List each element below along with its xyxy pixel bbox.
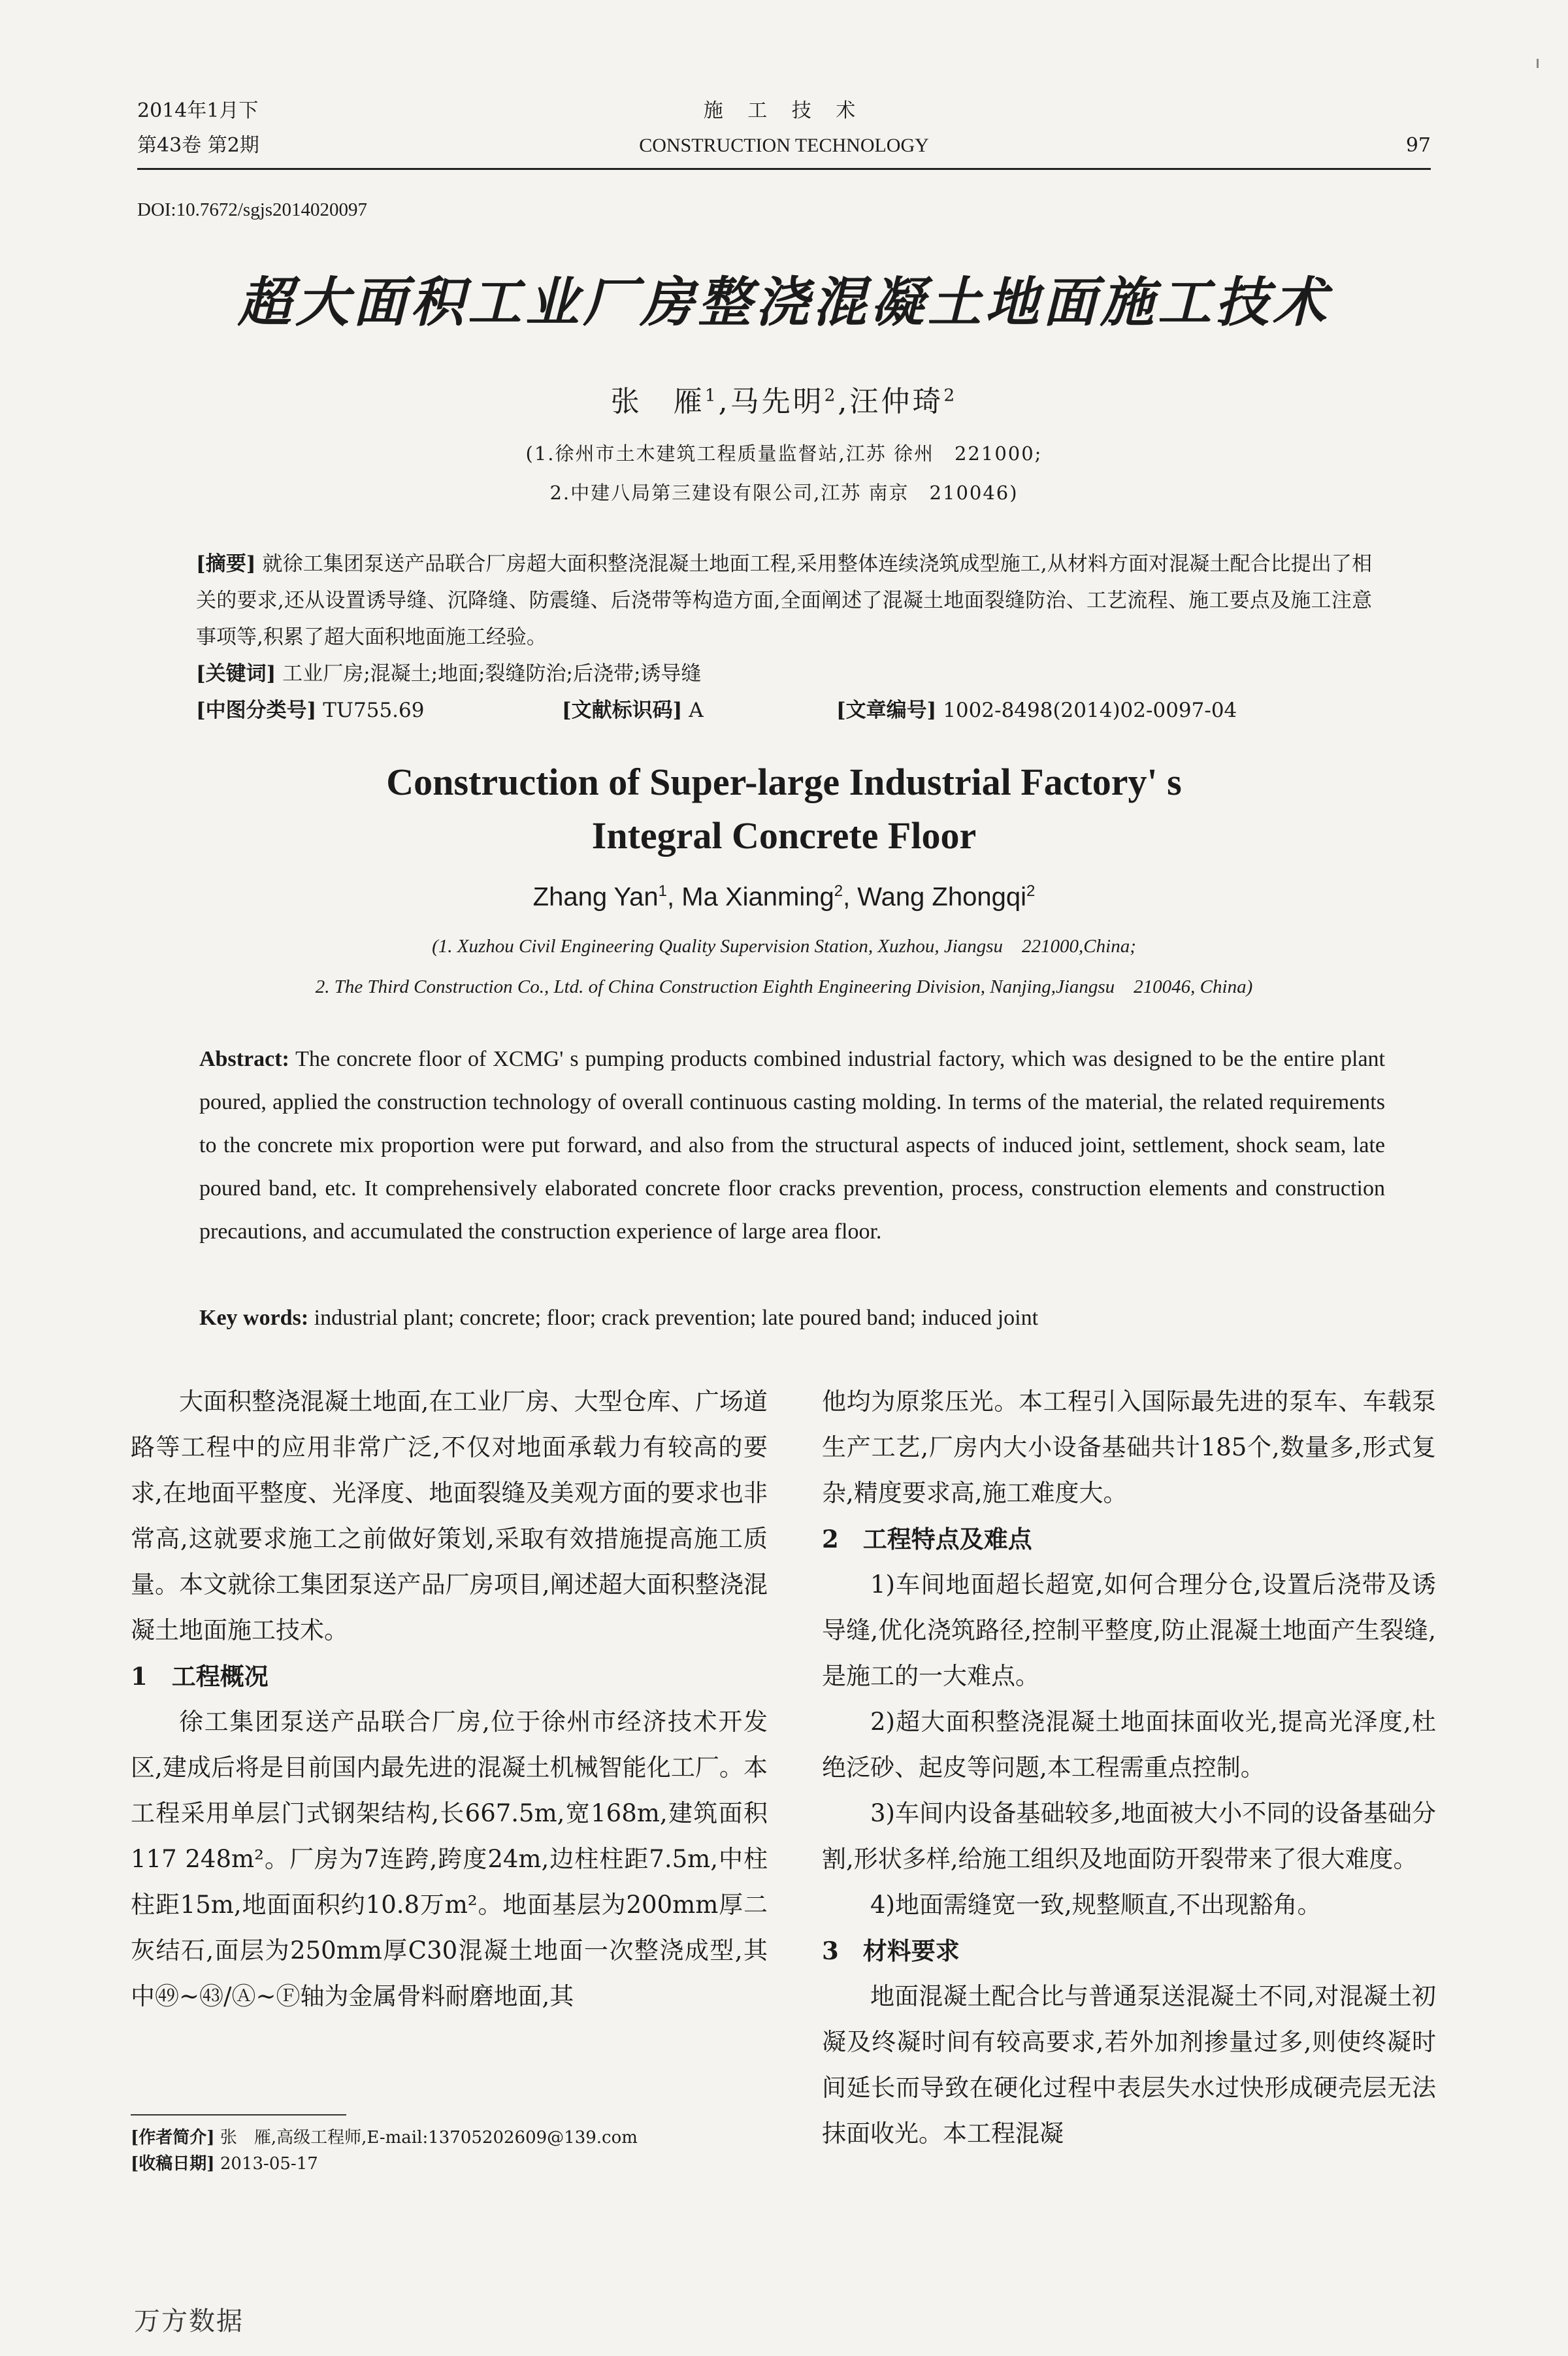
paper-title-cn: 超大面积工业厂房整浇混凝土地面施工技术 [238,271,1330,334]
intro-paragraph: 大面积整浇混凝土地面,在工业厂房、大型仓库、广场道路等工程中的应用非常广泛,不仅对地面承载力有较高的要求,在地面平整度、光泽度、地面裂缝及美观方面的要求也非常高,这就要求施工之前做好策划,采取有效措施提高施工质量。本文就徐工集团泵送产品厂房项目,阐述超大面积整浇混凝土地面施工技术。 [131,1387,768,1644]
abstract-label-cn: [摘要] [196,552,256,576]
author-bio-label: [作者简介] [131,2128,215,2148]
scan-edge-mark [1537,59,1539,68]
author-name-en: Ma Xianming [681,882,834,912]
clc-label: [中图分类号] [196,699,317,722]
section-2-item-4: 4)地面需缝宽一致,规整顺直,不出现豁角。 [870,1891,1322,1919]
keywords-cn [196,655,1372,692]
abstract-cn [196,546,1372,655]
abstract-text-cn: 就徐工集团泵送产品联合厂房超大面积整浇混凝土地面工程,采用整体连续浇筑成型施工,从材料方面对混凝土配合比提出了相关的要求,还从设置诱导缝、沉降缝、防震缝、后浇带等构造方面,全面阐述了混凝土地面裂缝防治、工艺流程、施工要点及施工注意事项等,积累了超大面积地面施工经验。 [196,552,1372,649]
section-2-item-2: 2)超大面积整浇混凝土地面抹面收光,提高光泽度,杜绝泛砂、起皮等问题,本工程需重点控制。 [822,1708,1436,1782]
page-number: 97 [1405,134,1431,157]
section-2-item-1: 1)车间地面超长超宽,如何合理分仓,设置后浇带及诱导缝,优化浇筑路径,控制平整度,防止混凝土地面产生裂缝,是施工的一大难点。 [822,1570,1436,1690]
journal-name-en: CONSTRUCTION TECHNOLOGY [639,135,929,156]
article-number-label: [文章编号] [836,699,937,722]
author-name-en: Wang Zhongqi [857,882,1026,912]
affiliation-cn-1: (1.徐州市土木建筑工程质量监督站,江苏 徐州 221000; [525,442,1043,465]
volume-issue: 第43卷 第2期 [137,134,259,157]
section-3-heading: 3 材料要求 [822,1936,960,1965]
affiliation-mark: 2 [834,882,843,900]
doc-code-value: A [689,699,704,722]
keywords-label-cn: [关键词] [196,662,276,686]
abstract-label-en: Abstract: [199,1047,289,1071]
author-name: 张 雁 [610,385,705,418]
article-number [836,692,1237,729]
keywords-text-en: industrial plant; concrete; floor; crack prevention; late poured band; induced joint [314,1306,1039,1330]
affiliation-mark: 2 [943,385,958,406]
paper-title-en-line2: Integral Concrete Floor [591,814,977,857]
journal-name-cn: 施 工 技 术 [703,99,865,122]
author-name: 马先明 [730,385,825,418]
paper-title-en-line1: Construction of Super-large Industrial Factory' s [386,761,1182,803]
author-bio [131,2125,638,2150]
keywords-text-cn: 工业厂房;混凝土;地面;裂缝防治;后浇带;诱导缝 [282,662,702,686]
abstract-en [199,1038,1385,1253]
section-2-item-3: 3)车间内设备基础较多,地面被大小不同的设备基础分割,形状多样,给施工组织及地面防开裂带来了很大难度。 [822,1799,1436,1873]
body-left-column [131,1379,768,2019]
affiliation-en-1: (1. Xuzhou Civil Engineering Quality Supervision Station, Xuzhou, Jiangsu 221000,China; [432,936,1136,957]
keywords-label-en: Key words: [199,1306,309,1330]
continued-paragraph: 他均为原浆压光。本工程引入国际最先进的泵车、车载泵生产工艺,厂房内大小设备基础共计185个,数量多,形式复杂,精度要求高,施工难度大。 [822,1387,1436,1507]
affiliation-cn-2: 2.中建八局第三建设有限公司,江苏 南京 210046) [549,482,1019,504]
affiliation-mark: 2 [824,385,838,406]
section-1-heading: 1 工程概况 [131,1662,269,1691]
section-2-heading: 2 工程特点及难点 [822,1525,1032,1553]
author-bio-text: 张 雁,高级工程师,E-mail:13705202609@139.com [220,2128,638,2148]
wanfang-watermark: 万方数据 [134,2306,244,2336]
author-name-en: Zhang Yan [532,882,659,912]
issue-date: 2014年1月下 [137,99,259,122]
affiliation-mark: 1 [704,385,719,406]
keywords-en [199,1297,1385,1340]
affiliation-en-2: 2. The Third Construction Co., Ltd. of China Construction Eighth Engineering Division, Nanjing,Jiangsu 210046, China) [315,976,1253,997]
affiliation-mark: 2 [1026,882,1036,900]
received-date [131,2151,318,2176]
author-name: 汪仲琦 [849,385,944,418]
authors-cn: 张 雁$^1$,马先明$^2$,汪仲琦$^2$ [610,385,958,418]
abstract-text-en: The concrete floor of XCMG' s pumping products combined industrial factory, which was designed to be the entire plant poured, applied the construction technology of overall continuous casting molding. In terms of the material, the related requirements to the concrete mix proportion were put forward, and also from the structural aspects of induced joint, settlement, shock seam, late poured band, etc. It comprehensively elaborated concrete floor cracks prevention, process, construction elements and construction precautions, and accumulated the construction experience of large area floor. [199,1047,1385,1244]
clc-value: TU755.69 [323,699,425,722]
article-number-value: 1002-8498(2014)02-0097-04 [943,699,1237,722]
received-date-label: [收稿日期] [131,2154,215,2174]
authors-en: Zhang Yan$^1$, Ma Xianming$^2$, Wang Zhongqi$^2$ [532,882,1036,912]
document-code [562,692,704,729]
section-3-paragraph: 地面混凝土配合比与普通泵送混凝土不同,对混凝土初凝及终凝时间有较高要求,若外加剂掺量过多,则使终凝时间延长而导致在硬化过程中表层失水过快形成硬壳层无法抹面收光。本工程混凝 [822,1982,1436,2148]
header-rule [137,168,1431,170]
body-right-column [822,1379,1436,2157]
doi: DOI:10.7672/sgjs2014020097 [137,199,368,220]
section-1-paragraph: 徐工集团泵送产品联合厂房,位于徐州市经济技术开发区,建成后将是目前国内最先进的混凝土机械智能化工厂。本工程采用单层门式钢架结构,长667.5m,宽168m,建筑面积117 248m²。厂房为7连跨,跨度24m,边柱柱距7.5m,中柱柱距15m,地面面积约10.8万m²。地面基层为200mm厚二灰结石,面层为250mm厚C30混凝土地面一次整浇成型,其中㊾~㊸/Ⓐ~Ⓕ轴为金属骨料耐磨地面,其 [131,1708,768,2010]
doc-code-label: [文献标识码] [562,699,683,722]
footnote-rule [131,2114,346,2115]
affiliation-mark: 1 [658,882,668,900]
received-date-text: 2013-05-17 [220,2154,318,2174]
